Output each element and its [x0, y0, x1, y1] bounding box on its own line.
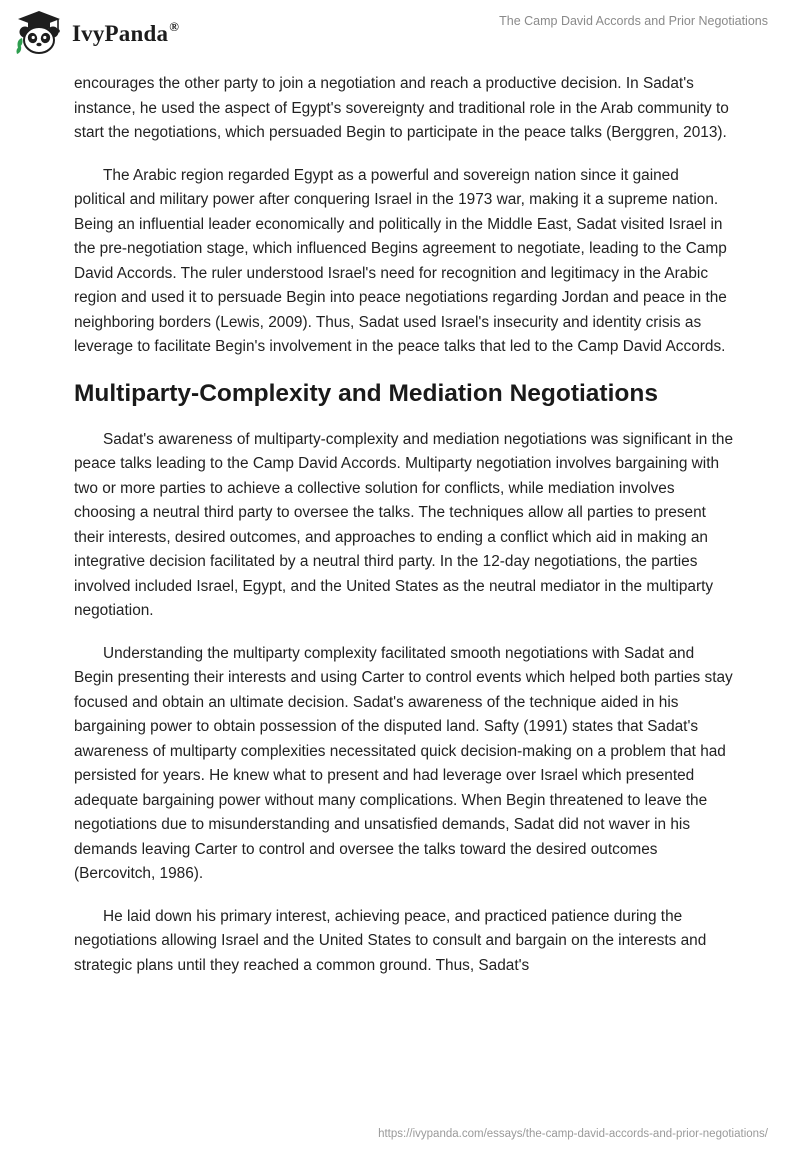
document-title: The Camp David Accords and Prior Negotiations	[499, 14, 768, 28]
paragraph: Sadat's awareness of multiparty-complexity and mediation negotiations was significant in the peace talks leading to the Camp David Accords. Multiparty negotiation involves bargaining with two or more parties to achieve a collective solution for conflicts, while mediation involves choosing a neutral third party to oversee the talks. The techniques allow all parties to present their interests, desired outcomes, and approaches to ending a conflict which aid in making an integrative decision facilitated by a neutral third party. In the 12-day negotiations, the parties involved included Israel, Egypt, and the United States as the neutral mediator in the multiparty negotiation.	[74, 430, 734, 619]
page-header	[0, 0, 800, 70]
essay-body	[74, 72, 734, 996]
registered-mark: ®	[169, 19, 180, 34]
brand-name: IvyPanda®	[72, 19, 180, 46]
paragraph: He laid down his primary interest, achieving peace, and practiced patience during the negotiations allowing Israel and the United States to consult and bargain on the interests and strategic plans until they reached a common ground. Thus, Sadat's	[74, 907, 707, 974]
paragraph-continuation: encourages the other party to join a negotiation and reach a productive decision. In Sadat's instance, he used the aspect of Egypt's sovereignty and traditional role in the Arab community to start the negotiations, which persuaded Begin to participate in the peace talks (Berggren, 2013).	[74, 75, 729, 141]
paragraph: Understanding the multiparty complexity facilitated smooth negotiations with Sadat and Begin presenting their interests and using Carter to control events which helped both parties stay focused and obtain an ultimate decision. Sadat's awareness of the technique aided in his bargaining power to obtain possession of the disputed land. Safty (1991) states that Sadat's awareness of multiparty complexities necessitated quick decision-making on a problem that had persisted for years. He knew what to present and had leverage over Israel which presented adequate bargaining power without many complications. When Begin threatened to leave the negotiations due to misunderstanding and unsatisfied demands, Sadat did not waver in his demands leaving Carter to control and oversee the talks toward the desired outcomes (Bercovitch, 1986).	[74, 644, 733, 882]
brand-logo[interactable]	[14, 8, 179, 58]
source-url[interactable]: https://ivypanda.com/essays/the-camp-david-accords-and-prior-negotiations/	[378, 1128, 768, 1140]
panda-graduate-logo-icon	[14, 8, 64, 58]
paragraph: The Arabic region regarded Egypt as a powerful and sovereign nation since it gained political and military power after conquering Israel in the 1973 war, making it a supreme nation. Being an influential leader economically and politically in the Middle East, Sadat visited Israel in the pre-negotiation stage, which influenced Begins agreement to negotiate, leading to the Camp David Accords. The ruler understood Israel's need for recognition and legitimacy in the Arabic region and used it to persuade Begin into peace negotiations regarding Jordan and peace in the neighboring borders (Lewis, 2009). Thus, Sadat used Israel's insecurity and identity crisis as leverage to facilitate Begin's involvement in the peace talks that led to the Camp David Accords.	[74, 166, 727, 355]
section-heading: Multiparty-Complexity and Mediation Negotiations	[74, 379, 658, 407]
